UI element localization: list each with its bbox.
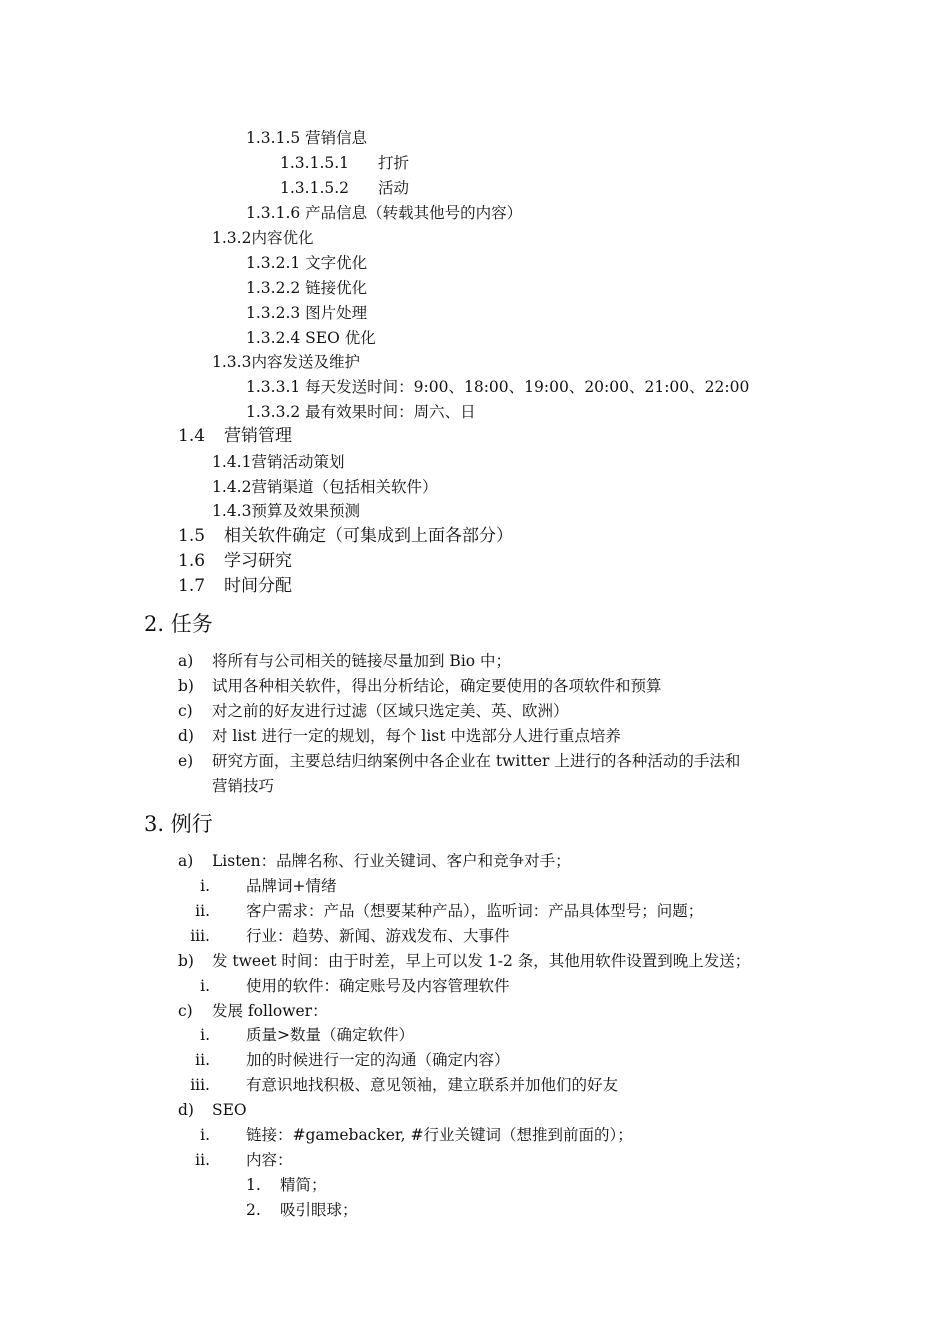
routine-marker: i. [200, 1126, 210, 1144]
task-marker: b) [178, 677, 194, 695]
routine-marker: i. [200, 877, 210, 895]
routine-subitem [170, 926, 510, 946]
outline-number: 1.3.2.2 [246, 279, 301, 297]
routine-text: 发 tweet 时间：由于时差，早上可以发 1-2 条，其他用软件设置到晚上发送； [212, 952, 751, 970]
task-marker: c) [178, 702, 193, 720]
task-item [178, 751, 740, 771]
routine-text: 发展 follower： [212, 1002, 328, 1020]
outline-number: 1.3.1.6 [246, 204, 301, 222]
routine-text: 精简； [280, 1176, 327, 1194]
task-text: 研究方面，主要总结归纳案例中各企业在 twitter 上进行的各种活动的手法和 [212, 752, 741, 770]
outline-text: 图片处理 [305, 304, 368, 322]
outline-number: 1.4 [178, 426, 206, 446]
outline-item [246, 303, 367, 323]
outline-item [178, 426, 292, 446]
outline-text: 内容优化 [251, 229, 314, 247]
task-text: 将所有与公司相关的链接尽量加到 Bio 中； [212, 652, 512, 670]
task-marker: e) [178, 752, 194, 770]
outline-number: 1.4.2 [212, 478, 252, 496]
outline-text: 时间分配 [224, 576, 292, 596]
routine-marker: ii. [195, 902, 210, 920]
routine-marker: 2. [246, 1201, 261, 1219]
outline-item [280, 153, 409, 173]
routine-item [178, 1001, 328, 1021]
outline-text: 营销渠道（包括相关软件） [251, 478, 438, 496]
outline-text: 内容发送及维护 [251, 353, 360, 371]
outline-item [178, 551, 292, 571]
routine-marker: a) [178, 852, 194, 870]
routine-subitem [170, 1075, 618, 1095]
routine-text: 加的时候进行一定的沟通（确定内容） [246, 1051, 510, 1069]
outline-number: 1.3.3.1 [246, 378, 301, 396]
routine-text: SEO [212, 1101, 247, 1119]
routine-item [178, 1100, 247, 1120]
outline-item [212, 477, 437, 497]
task-item [178, 726, 621, 746]
outline-number: 1.6 [178, 551, 206, 571]
routine-text: 质量>数量（确定软件） [246, 1026, 414, 1044]
outline-number: 1.3.1.5.2 [280, 179, 350, 197]
routine-subitem [170, 1025, 414, 1045]
routine-marker: i. [200, 977, 210, 995]
outline-item [246, 328, 376, 348]
routine-subitem [170, 876, 337, 896]
outline-item [246, 203, 522, 223]
task-item [178, 651, 511, 671]
routine-marker: b) [178, 952, 194, 970]
outline-number: 1.3.1.5 [246, 129, 301, 147]
routine-text: 内容： [246, 1151, 293, 1169]
routine-subitem [170, 1125, 633, 1145]
outline-text: 学习研究 [224, 551, 292, 571]
task-item [178, 676, 662, 696]
routine-text: 客户需求：产品（想要某种产品），监听词：产品具体型号；问题； [246, 902, 704, 920]
routine-text: Listen：品牌名称、行业关键词、客户和竞争对手； [212, 852, 571, 870]
outline-item [212, 228, 313, 248]
outline-item [246, 377, 749, 397]
task-marker: a) [178, 652, 194, 670]
routine-marker: ii. [195, 1051, 210, 1069]
routine-subitem [170, 1050, 510, 1070]
outline-number: 1.4.1 [212, 453, 252, 471]
section-heading-tasks: 2. 任务 [144, 612, 213, 636]
outline-number: 1.3.1.5.1 [280, 154, 350, 172]
outline-text: 每天发送时间：9:00、18:00、19:00、20:00、21:00、22:00 [305, 378, 750, 396]
routine-text: 吸引眼球； [280, 1201, 358, 1219]
routine-text: 使用的软件：确定账号及内容管理软件 [246, 977, 510, 995]
outline-number: 1.5 [178, 526, 206, 546]
outline-text: 产品信息（转载其他号的内容） [305, 204, 523, 222]
routine-text: 行业：趋势、新闻、游戏发布、大事件 [246, 927, 510, 945]
outline-text: 相关软件确定（可集成到上面各部分） [224, 526, 513, 546]
task-marker: d) [178, 727, 194, 745]
outline-number: 1.3.2.4 [246, 329, 301, 347]
routine-subsubitem [246, 1175, 327, 1195]
routine-subitem [170, 1150, 293, 1170]
outline-number: 1.3.3 [212, 353, 252, 371]
task-text-continued: 营销技巧 [212, 777, 275, 795]
outline-item [280, 178, 409, 198]
routine-item [178, 851, 571, 871]
outline-text: 最有效果时间：周六、日 [305, 403, 476, 421]
outline-number: 1.7 [178, 576, 206, 596]
routine-item [178, 951, 750, 971]
routine-subsubitem [246, 1200, 358, 1220]
outline-text: 营销活动策划 [251, 453, 345, 471]
routine-text: 有意识地找积极、意见领袖，建立联系并加他们的好友 [246, 1076, 619, 1094]
outline-number: 1.4.3 [212, 502, 252, 520]
routine-marker: ii. [195, 1151, 210, 1169]
outline-number: 1.3.2 [212, 229, 252, 247]
routine-marker: d) [178, 1101, 194, 1119]
routine-marker: i. [200, 1026, 210, 1044]
routine-subitem [170, 901, 703, 921]
outline-text: 打折 [378, 154, 410, 172]
outline-text: SEO 优化 [305, 329, 376, 347]
outline-item [178, 576, 292, 596]
outline-item [246, 402, 476, 422]
outline-number: 1.3.3.2 [246, 403, 301, 421]
outline-item [246, 253, 367, 273]
task-item [178, 701, 569, 721]
task-text: 对 list 进行一定的规划，每个 list 中选部分人进行重点培养 [212, 727, 621, 745]
outline-item [212, 352, 360, 372]
routine-text: 链接：#gamebacker, #行业关键词（想推到前面的）； [246, 1126, 633, 1144]
outline-item [212, 501, 360, 521]
routine-marker: iii. [190, 927, 210, 945]
outline-text: 文字优化 [305, 254, 368, 272]
routine-marker: c) [178, 1002, 193, 1020]
outline-item [178, 526, 513, 546]
outline-item [246, 278, 367, 298]
outline-item [246, 128, 367, 148]
outline-text: 营销信息 [305, 129, 368, 147]
outline-text: 活动 [378, 179, 410, 197]
task-text: 对之前的好友进行过滤（区域只选定美、英、欧洲） [212, 702, 569, 720]
routine-marker: iii. [190, 1076, 210, 1094]
routine-marker: 1. [246, 1176, 261, 1194]
routine-text: 品牌词+情绪 [246, 877, 337, 895]
outline-text: 预算及效果预测 [251, 502, 360, 520]
task-text: 试用各种相关软件，得出分析结论，确定要使用的各项软件和预算 [212, 677, 662, 695]
outline-item [212, 452, 344, 472]
outline-text: 链接优化 [305, 279, 368, 297]
section-heading-routine: 3. 例行 [144, 812, 213, 836]
routine-subitem [170, 976, 510, 996]
outline-text: 营销管理 [224, 426, 292, 446]
outline-number: 1.3.2.1 [246, 254, 301, 272]
outline-number: 1.3.2.3 [246, 304, 301, 322]
